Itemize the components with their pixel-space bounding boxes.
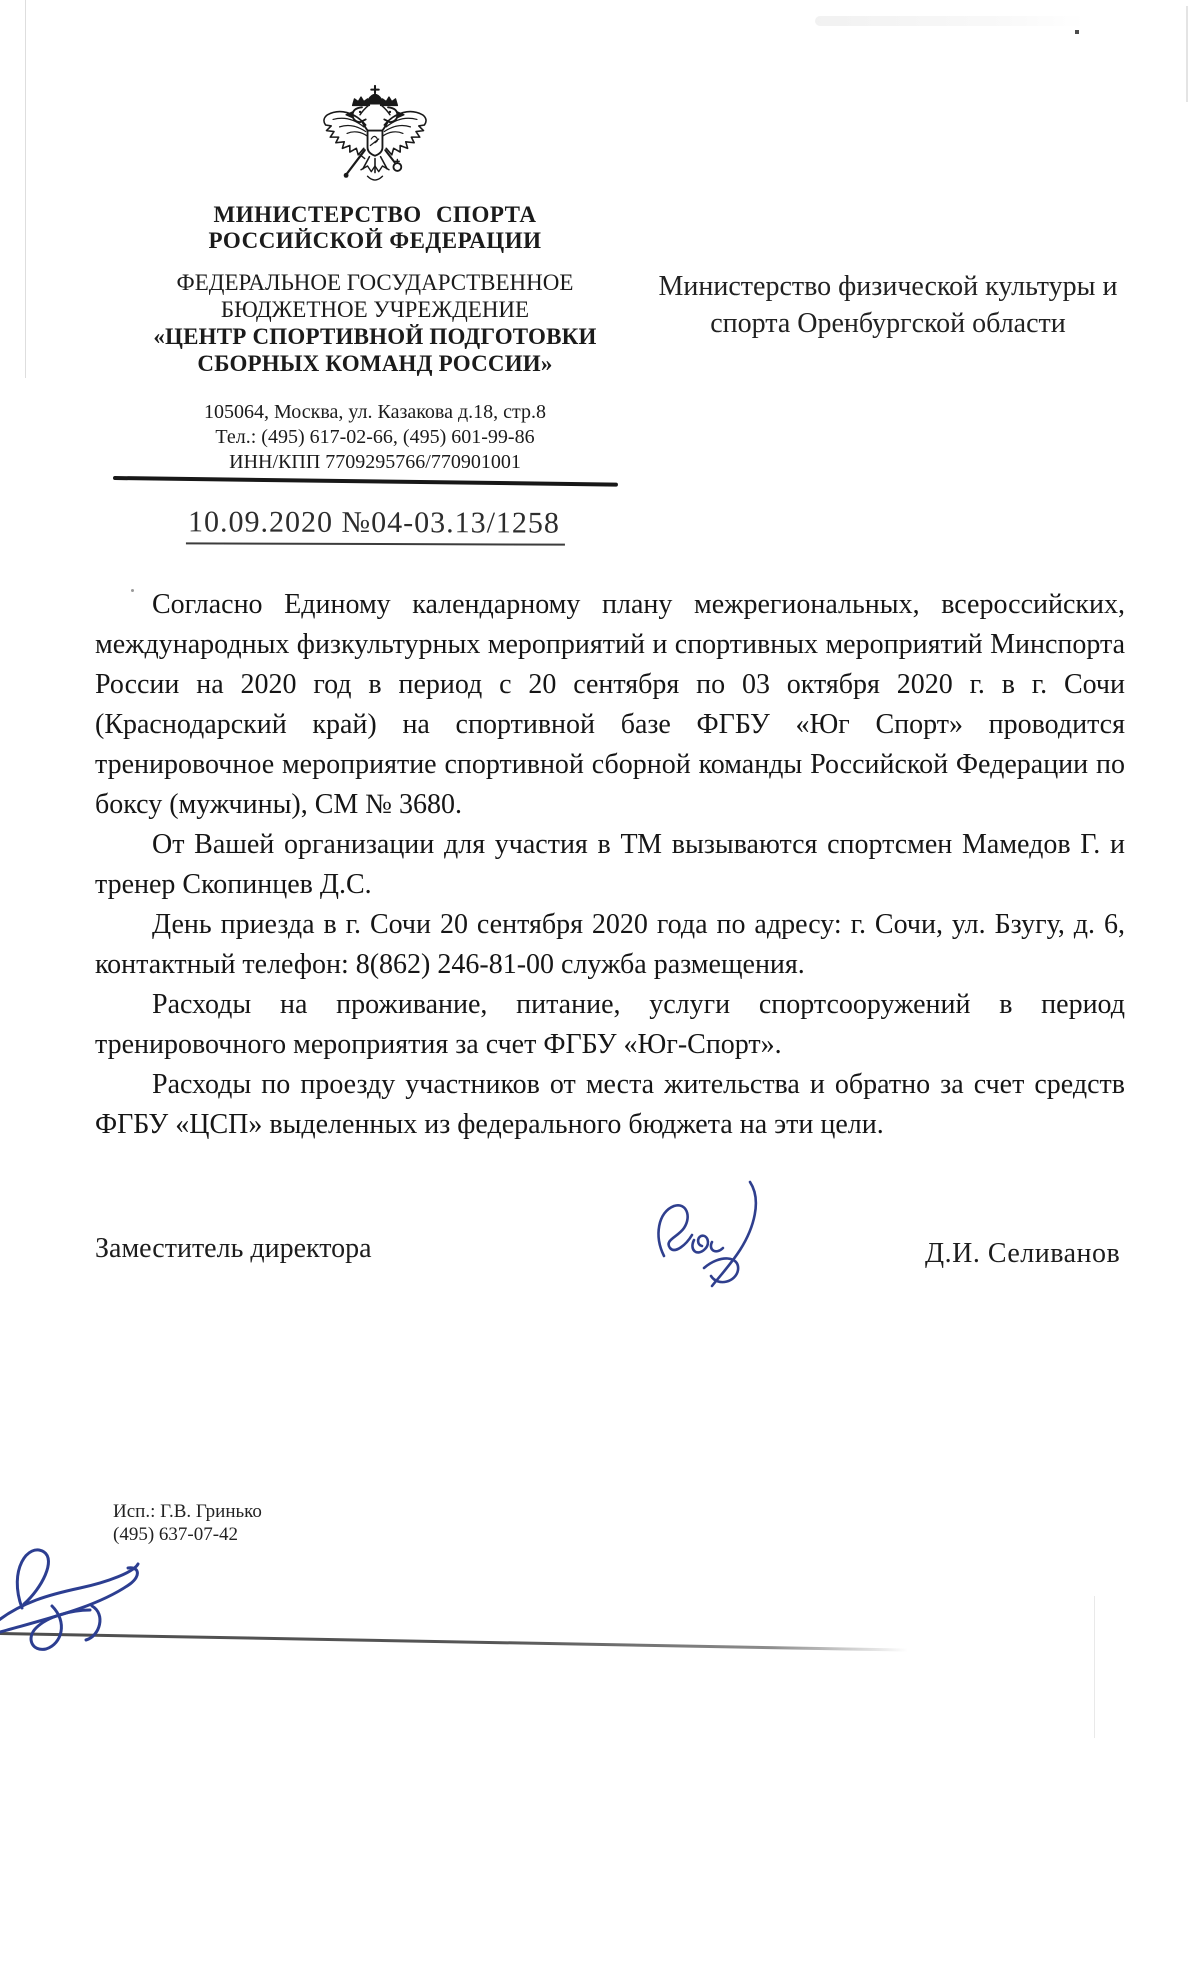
org-address: 105064, Москва, ул. Казакова д.18, стр.8 [203,401,547,423]
org-inn-kpp: ИНН/КПП 7709295766/770901001 [229,451,521,473]
paragraph: Согласно Единому календарному плану межрегиональных, всероссийских, международных физкультурных мероприятий и спортивных мероприятий Минспорта России на 2020 год в период с 20 сентября по 03 октября 2020 г. в г. Сочи (Краснодарский край) на спортивной базе ФГБУ «Юг Спорт» проводится тренировочное мероприятие спортивной сборной команды Российской Федерации по боксу (мужчины), СМ № 3680. [95,589,1125,820]
org-phone: Тел.: (495) 617-02-66, (495) 601-99-86 [215,426,535,448]
paragraph: Расходы по проезду участников от места жительства и обратно за счет средств ФГБУ «ЦСП» выделенных из федерального бюджета на эти цели. [95,1069,1125,1140]
russia-coat-of-arms-icon [319,84,431,194]
letterhead-divider [113,476,618,487]
recipient-line2: спорта Оренбургской области [710,308,1066,339]
paragraph: Расходы на проживание, питание, услуги спортсооружений в период тренировочного мероприятия за счет ФГБУ «Юг-Спорт». [95,989,1125,1060]
ministry-name-line2: РОССИЙСКОЙ ФЕДЕРАЦИИ [208,228,542,253]
scan-edge-right-bottom [1094,1596,1095,1738]
contact-block [90,400,660,475]
letterhead [90,84,660,475]
scan-speck [1075,30,1079,34]
signer-title: Заместитель директора [95,1233,372,1264]
scan-smudge [815,16,1085,26]
org-name-line1: ФЕДЕРАЛЬНОЕ ГОСУДАРСТВЕННОЕ [176,270,574,295]
org-name-line2: БЮДЖЕТНОЕ УЧРЕЖДЕНИЕ [220,297,530,322]
org-name-line4: СБОРНЫХ КОМАНД РОССИИ» [197,351,553,376]
organization-name [90,269,660,377]
signer-name: Д.И. Селиванов [925,1238,1121,1269]
paragraph: От Вашей организации для участия в ТМ вызываются спортсмен Мамедов Г. и тренер Скопинцев Д.С. [95,829,1125,900]
executor-name: Исп.: Г.В. Гринько [113,1501,262,1522]
letter-body [95,585,1125,1145]
recipient-block [652,268,1124,342]
executor-signature-ink-icon [0,1510,213,1655]
date-and-number: 10.09.2020 №04-03.13/1258 [186,505,565,545]
paragraph: День приезда в г. Сочи 20 сентября 2020 года по адресу: г. Сочи, ул. Бзугу, д. 6, контактный телефон: 8(862) 246-81-00 служба размещения. [95,909,1125,980]
recipient-line1: Министерство физической культуры и [658,271,1118,302]
executor-phone: (495) 637-07-42 [113,1524,239,1545]
ministry-name-line1: МИНИСТЕРСТВО СПОРТА [213,202,537,227]
signature-ink-icon [648,1176,808,1298]
org-name-line3: «ЦЕНТР СПОРТИВНОЙ ПОДГОТОВКИ [153,324,597,349]
scan-edge-right-top [1186,6,1188,102]
scan-edge-left [25,0,26,378]
